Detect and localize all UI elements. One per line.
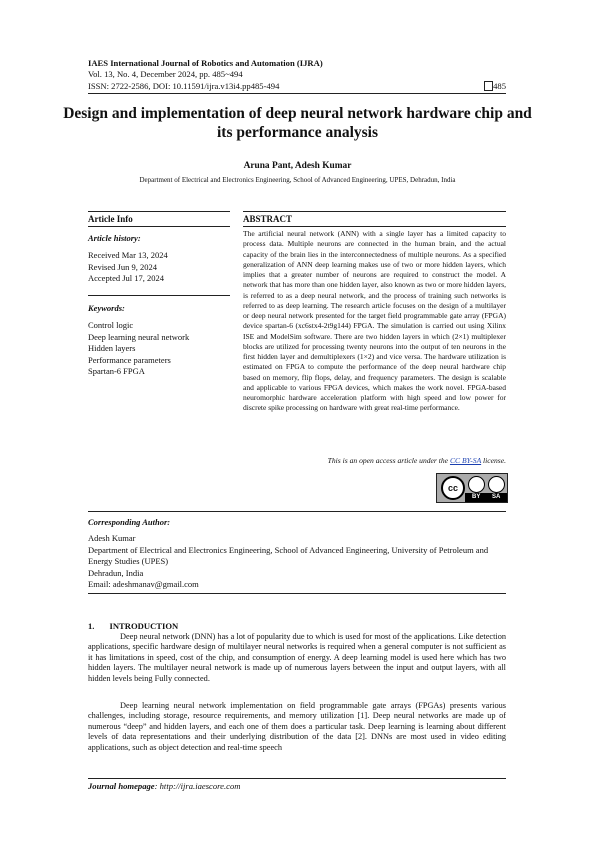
info-sub-rule [88,226,230,227]
header-rule [88,93,506,94]
revised-date: Revised Jun 9, 2024 [88,261,157,272]
corresponding-label: Corresponding Author: [88,517,171,527]
author-affiliation: Department of Electrical and Electronics Engineering, School of Advanced Engineering, UPES, Dehradun, India [139,176,456,184]
received-date: Received Mar 13, 2024 [88,250,168,260]
creative-commons-icon: cc [441,476,465,500]
history-label: Article history: [88,233,141,243]
intro-paragraph-1: Deep neural network (DNN) has a lot of popularity due to which is used for most of the applications. Like detection applications, specific hardware design of multilayer neural networks is required when a general computer is not sufficient as it has limitations in speed, cost of the chip, and consumption of energy. A deep learning model is used here which has two hidden layers. The multilayer neural network is made up of numerous layers between the input and output layers, with all hidden levels being Fully connected. [88,632,506,683]
corresponding-name: Adesh Kumar [88,533,136,543]
keyword-list [88,320,189,378]
share-alike-icon [488,476,505,493]
abstract-text: The artificial neural network (ANN) with a single layer has a limited capacity to process data. Multiple neurons are connected in the human brain, and the actual capacity of the brain lies in the interconnectedness of multiple neurons. As a specified generalization of ANN deep learning makes use of two or more hidden layers, which implies that a greater number of neurons are required to construct the model. A network that has more than one hidden layer, also known as two or more hidden layers, is referred to as a deep neural network, and the process of training such networks is referred to as deep learning. The research article focuses on the design of a multilayer or deep neural network presented for the target field programmable gate array (FPGA) device spartan-6 (xc6stx4-2t9g144) FPGA. The simulation is carried out using Xilinx ISE and ModelSim software. There are two hidden layers in which (2×1) multiplexer blocks are utilized for processing twenty neurons into the output of ten neurons in the first hidden layer and demultiplexers (1×2) and vice versa. The hardware utilization is estimated on FPGA to compute the performance of the deep neural hardware chip based on memory, flip flops, delay, and frequency parameters. The design is scalable and applicable to various FPGA devices, which makes the work novel. FPGA-based neuromorphic hardware acceleration platform with high speed and low power for discrete spike processing on hardware with great real-time performance. [243,229,506,413]
corresponding-email: Email: adeshmanav@gmail.com [88,579,199,589]
introduction-heading: 1. INTRODUCTION [88,621,179,631]
homepage-label: Journal homepage [88,781,155,791]
page-number: 485 [493,81,506,91]
keyword-item: Hidden layers [88,343,136,353]
issn-doi: ISSN: 2722-2586, DOI: 10.11591/ijra.v13i4.pp485-494 [88,81,280,91]
footer-rule [88,778,506,779]
abstract-sub-rule [243,226,506,227]
history-rule [88,295,230,296]
corresponding-bottom-rule [88,593,506,594]
abstract-bottom-rule [88,511,506,512]
homepage-url[interactable]: : http://ijra.iaescore.com [154,781,241,791]
cc-by-sa-link[interactable]: CC BY-SA [449,456,482,465]
open-access-suffix: license. [481,456,506,465]
abstract-top-rule [243,211,506,212]
open-access-note [328,456,506,465]
keyword-item: Performance parameters [88,354,171,365]
volume-info: Vol. 13, No. 4, December 2024, pp. 485~494 [88,69,243,79]
corresponding-city: Dehradun, India [88,567,144,578]
info-top-rule [88,211,230,212]
keyword-item: Control logic [88,320,134,330]
journal-homepage [88,781,240,791]
keywords-label: Keywords: [88,303,125,313]
badge-sa-label: SA [492,494,501,500]
cc-by-sa-badge[interactable] [436,473,508,503]
paper-authors: Aruna Pant, Adesh Kumar [243,161,352,171]
article-info-heading: Article Info [88,214,133,224]
history-dates [88,250,168,285]
intro-paragraph-2: Deep learning neural network implementation on field programmable gate arrays (FPGAs) presents various challenges, including storage, resource requirements, and memory utilization [1]. Deep neural networks are made up of numerous “deep” and hidden layers, and each one of them does a particular task. Deep learning is learning about different levels of data representations and their underlying distribution of the data [2]. DNNs are most used in video editing applications, such as object detection and real-time speech [88,701,506,752]
corresponding-details [88,533,506,591]
paper-title: Design and implementation of deep neural network hardware chip and its performance analysis [63,105,532,141]
badge-by-label: BY [472,494,481,500]
journal-name: IAES International Journal of Robotics and Automation (IJRA) [88,58,323,68]
corresponding-dept: Department of Electrical and Electronics Engineering, School of Advanced Engineering, University of Petroleum and Energy Studies (UPES) [88,544,489,566]
accepted-date: Accepted Jul 17, 2024 [88,273,165,283]
attribution-icon [468,476,485,493]
abstract-heading: ABSTRACT [243,214,293,224]
open-access-prefix: This is an open access article under the [327,456,450,465]
keyword-item: Spartan-6 FPGA [88,366,145,376]
keyword-item: Deep learning neural network [88,331,190,342]
